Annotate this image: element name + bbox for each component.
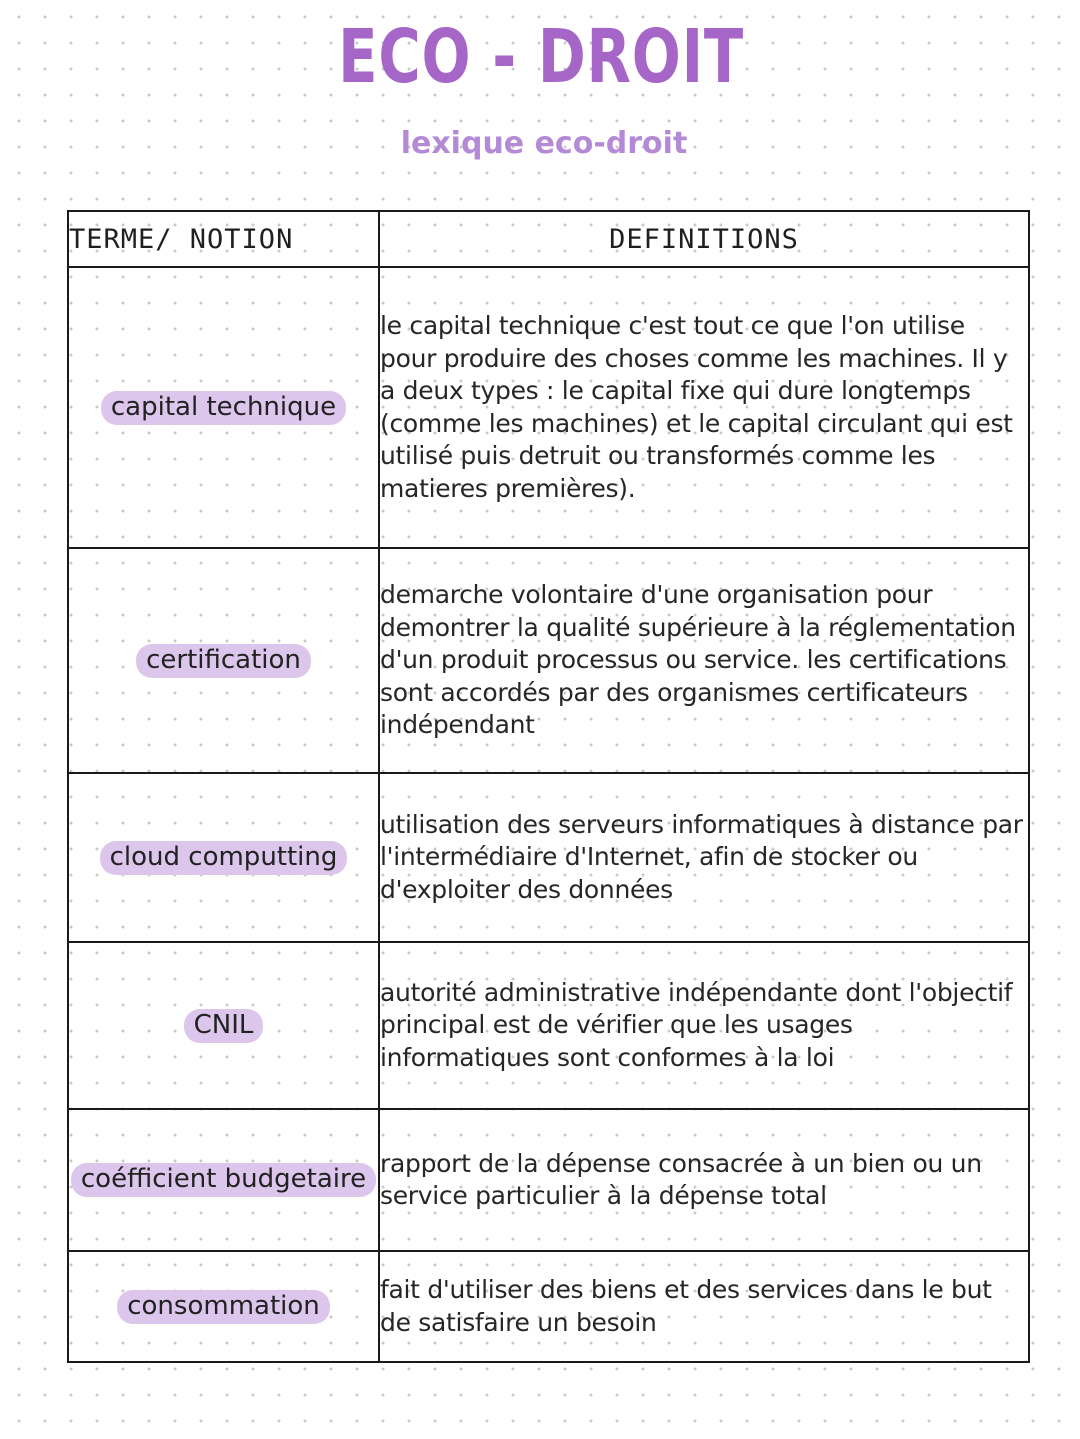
table-row [68, 773, 1029, 942]
table-row [68, 1109, 1029, 1251]
table-row [68, 1251, 1029, 1362]
term-label: capital technique [101, 391, 346, 425]
term-cell [68, 1109, 379, 1251]
term-cell [68, 1251, 379, 1362]
definition-cell: le capital technique c'est tout ce que l'on utilise pour produire des choses comme les machines. Il y a deux types : le capital fixe qui dure longtemps (comme les machines) et le capital circulant qui est utilisé puis detruit ou transformés comme les matieres premières). [379, 267, 1029, 548]
term-label: coéfficient budgetaire [71, 1163, 376, 1197]
table-header-row [68, 211, 1029, 267]
term-cell [68, 267, 379, 548]
definition-cell: rapport de la dépense consacrée à un bien ou un service particulier à la dépense total [379, 1109, 1029, 1251]
term-cell [68, 773, 379, 942]
column-header-term: TERME/ NOTION [68, 211, 379, 267]
column-header-definitions: DEFINITIONS [379, 211, 1029, 267]
term-cell [68, 942, 379, 1109]
term-cell [68, 548, 379, 773]
table-row [68, 267, 1029, 548]
definition-cell: autorité administrative indépendante dont l'objectif principal est de vérifier que les usages informatiques sont conformes à la loi [379, 942, 1029, 1109]
term-label: consommation [117, 1290, 330, 1324]
page-title: ECO - DROIT [338, 14, 745, 100]
definition-cell: utilisation des serveurs informatiques à distance par l'intermédiaire d'Internet, afin de stocker ou d'exploiter des données [379, 773, 1029, 942]
page-subtitle: lexique eco-droit [400, 126, 688, 161]
table-row [68, 942, 1029, 1109]
term-label: CNIL [184, 1009, 264, 1043]
definition-cell: fait d'utiliser des biens et des services dans le but de satisfaire un besoin [379, 1251, 1029, 1362]
term-label: certification [136, 644, 311, 678]
term-label: cloud computting [100, 841, 348, 875]
lexique-table [67, 210, 1030, 1363]
table-row [68, 548, 1029, 773]
definition-cell: demarche volontaire d'une organisation pour demontrer la qualité supérieure à la réglementation d'un produit processus ou service. les certifications sont accordés par des organismes certificateurs indépendant [379, 548, 1029, 773]
